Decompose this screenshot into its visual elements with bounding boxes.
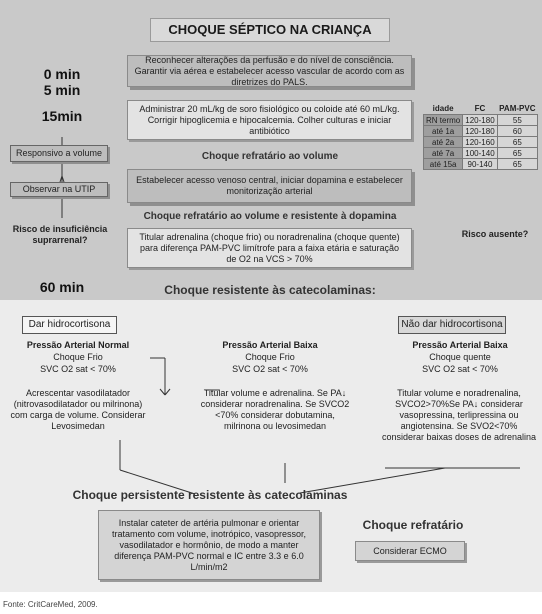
table-cell: 65 [497, 137, 537, 148]
step-titrate: Titular adrenalina (choque frio) ou noradrenalina (choque quente) para diferença PAM-PVC limítrofe para a faixa etária e saturação de O2 na VCS > 70% [127, 228, 412, 268]
heading-dopamine-resistant: Choque refratário ao volume e resistente à dopamina [143, 211, 397, 222]
vitals-table [423, 103, 538, 170]
table-header-age: idade [432, 104, 454, 113]
heading-volume-refractory: Choque refratário ao volume [201, 151, 339, 162]
table-cell: até 2a [424, 137, 463, 148]
step-dopamine: Estabelecer acesso venoso central, iniciar dopamina e estabelecer monitorização arterial [127, 169, 412, 203]
col1-subtitle: Choque Frio [53, 352, 103, 362]
table-cell: 65 [497, 148, 537, 159]
risk-absent-question: Risco ausente? [461, 229, 529, 239]
table-header-row [424, 103, 538, 115]
table-cell: 120-160 [463, 137, 497, 148]
table-row [424, 137, 538, 148]
table-cell: 90-140 [463, 159, 497, 170]
table-row [424, 148, 538, 159]
table-row [424, 115, 538, 126]
source-caption: Fonte: CritCareMed, 2009. [3, 600, 98, 609]
table-cell: RN termo [424, 115, 463, 126]
col1-text: Acrescentar vasodilatador (nitrovasodilatador ou milrinona) com carga de volume. Considerar Levosimedan [10, 388, 146, 431]
col2-svc: SVC O2 sat < 70% [232, 364, 308, 374]
give-hydrocortisone: Dar hidrocortisona [22, 316, 117, 334]
col2-subtitle: Choque Frio [245, 352, 295, 362]
time-60-min: 60 min [39, 279, 85, 295]
table-cell: 60 [497, 126, 537, 137]
final-step: Instalar cateter de artéria pulmonar e orientar tratamento com volume, inotrópico, vasopressor, vasodilatador e hormônio, de modo a manter diferença PAM-PVC normal e IC entre 3.3 e 6.0 L/min/m2 [98, 510, 320, 580]
table-cell: até 7a [424, 148, 463, 159]
time-5-min: 5 min [43, 82, 81, 98]
col3-title: Pressão Arterial Baixa [412, 340, 508, 350]
consider-ecmo: Considerar ECMO [355, 541, 465, 561]
col1-svc: SVC O2 sat < 70% [40, 364, 116, 374]
col3-subtitle: Choque quente [429, 352, 491, 362]
table-cell: 65 [497, 159, 537, 170]
table-header-pam-pvc: PAM-PVC [499, 104, 536, 113]
observe-in-picu: Observar na UTIP [10, 182, 108, 197]
table-cell: até 1a [424, 126, 463, 137]
heading-refractory-shock: Choque refratário [362, 518, 464, 532]
step-recognize: Reconhecer alterações da perfusão e do nível de consciência. Garantir via aérea e estabelecer acesso vascular de acordo com as diretrizes do PALS. [127, 55, 412, 87]
table-header-fc: FC [474, 104, 486, 113]
col2-title: Pressão Arterial Baixa [222, 340, 318, 350]
col2-text: Titular volume e adrenalina. Se PA↓ considerar noradrenalina. Se SVCO2 <70% considerar dobutamina, milrinona ou levosimedan [200, 388, 350, 431]
table-cell: 120-180 [463, 126, 497, 137]
table-row [424, 126, 538, 137]
table-cell: 55 [497, 115, 537, 126]
col3-svc: SVC O2 sat < 70% [422, 364, 498, 374]
responsive-to-volume: Responsivo a volume [10, 145, 108, 162]
col1-title: Pressão Arterial Normal [26, 340, 130, 350]
time-0-min: 0 min [43, 66, 81, 82]
table-row [424, 159, 538, 170]
col3-text: Titular volume e noradrenalina, SVCO2>70%Se PA↓ considerar vasopressina, terlipressina ou angiotensina. Se SVO2<70% considerar baixas doses de adrenalina [381, 388, 537, 442]
time-15-min: 15min [41, 108, 83, 124]
step-fluids: Administrar 20 mL/kg de soro fisiológico ou coloide até 60 mL/kg. Corrigir hipoglicemia e hipocalcemia. Colher culturas e iniciar antibiótico [127, 100, 412, 140]
table-cell: 100-140 [463, 148, 497, 159]
table-cell: até 15a [424, 159, 463, 170]
page-title: CHOQUE SÉPTICO NA CRIANÇA [150, 18, 390, 42]
table-cell: 120-180 [463, 115, 497, 126]
heading-catecholamine-resistant: Choque resistente às catecolaminas: [164, 283, 376, 297]
heading-persistent-shock: Choque persistente resistente às catecolaminas [72, 488, 348, 502]
no-hydrocortisone: Não dar hidrocortisona [398, 316, 506, 334]
adrenal-risk-question: Risco de insuficiência suprarrenal? [12, 224, 108, 245]
